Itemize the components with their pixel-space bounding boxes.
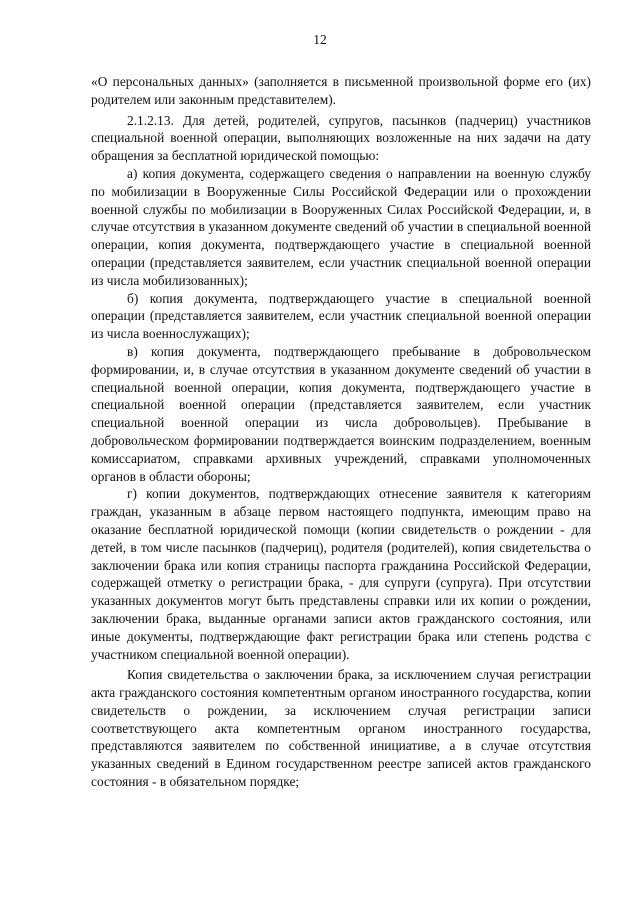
paragraph-item-a: а) копия документа, содержащего сведения о направлении на военную службу по мобилизации в Вооруженные Силы Российской Федерации или о прохождении военной службы по мобилизации в Вооруженных Силах Российской Федерации, и, в случае отсутствия в указанном документе сведений об участии в специальной военной операции, копия документа, подтверждающего участие в специальной военной операции (представляется заявителем, если участник специальной военной операции из числа мобилизованных); bbox=[91, 165, 591, 288]
paragraph-item-b: б) копия документа, подтверждающего участие в специальной военной операции (представляется заявителем, если участник специальной военной операции из числа военнослужащих); bbox=[91, 290, 591, 342]
paragraph-2-1-2-13: 2.1.2.13. Для детей, родителей, супругов, пасынков (падчериц) участников специальной военной операции, выполняющих возложенные на них задачи на дату обращения за бесплатной юридической помощью: bbox=[91, 112, 591, 164]
paragraph-item-v: в) копия документа, подтверждающего пребывание в добровольческом формировании, и, в случае отсутствия в указанном документе сведений об участии в специальной военной операции, копия документа, подтверждающего участие в специальной военной операции (представляется заявителем, если участник специальной военной операции из числа добровольцев). Пребывание в добровольческом формировании подтверждается воинским подразделением, военным комиссариатом, справками архивных учреждений, справками уполномоченных органов в области обороны; bbox=[91, 343, 591, 484]
paragraph-personal-data-continuation: «О персональных данных» (заполняется в письменной произвольной форме его (их) родителем или законным представителем). bbox=[91, 74, 591, 107]
page-number: 12 bbox=[313, 32, 327, 47]
document-body bbox=[91, 73, 591, 791]
paragraph-item-g: г) копии документов, подтверждающих отнесение заявителя к категориям граждан, указанным в абзаце первом настоящего подпункта, имеющим право на оказание бесплатной юридической помощи (копии свидетельств о рождении - для детей, в том числе пасынков (падчериц), родителя (родителей), копия свидетельства о заключении брака или копия страницы паспорта гражданина Российской Федерации, содержащей отметку о регистрации брака, - для супруги (супруга). При отсутствии указанных документов могут быть представлены справки или их копии о рождении, заключении брака, выданные органами записи актов гражданского состояния, или иные документы, подтверждающие факт регистрации брака или степень родства с участником специальной военной операции). bbox=[91, 486, 591, 662]
paragraph-marriage-certificate: Копия свидетельства о заключении брака, за исключением случая регистрации акта гражданского состояния компетентным органом иностранного государства, копии свидетельств о рождении, за исключением случая регистрации записи соответствующего акта компетентным органом иностранного государства, представляются заявителем по собственной инициативе, а в случае отсутствия указанных сведений в Едином государственном реестре записей актов гражданского состояния - в обязательном порядке; bbox=[91, 667, 591, 790]
